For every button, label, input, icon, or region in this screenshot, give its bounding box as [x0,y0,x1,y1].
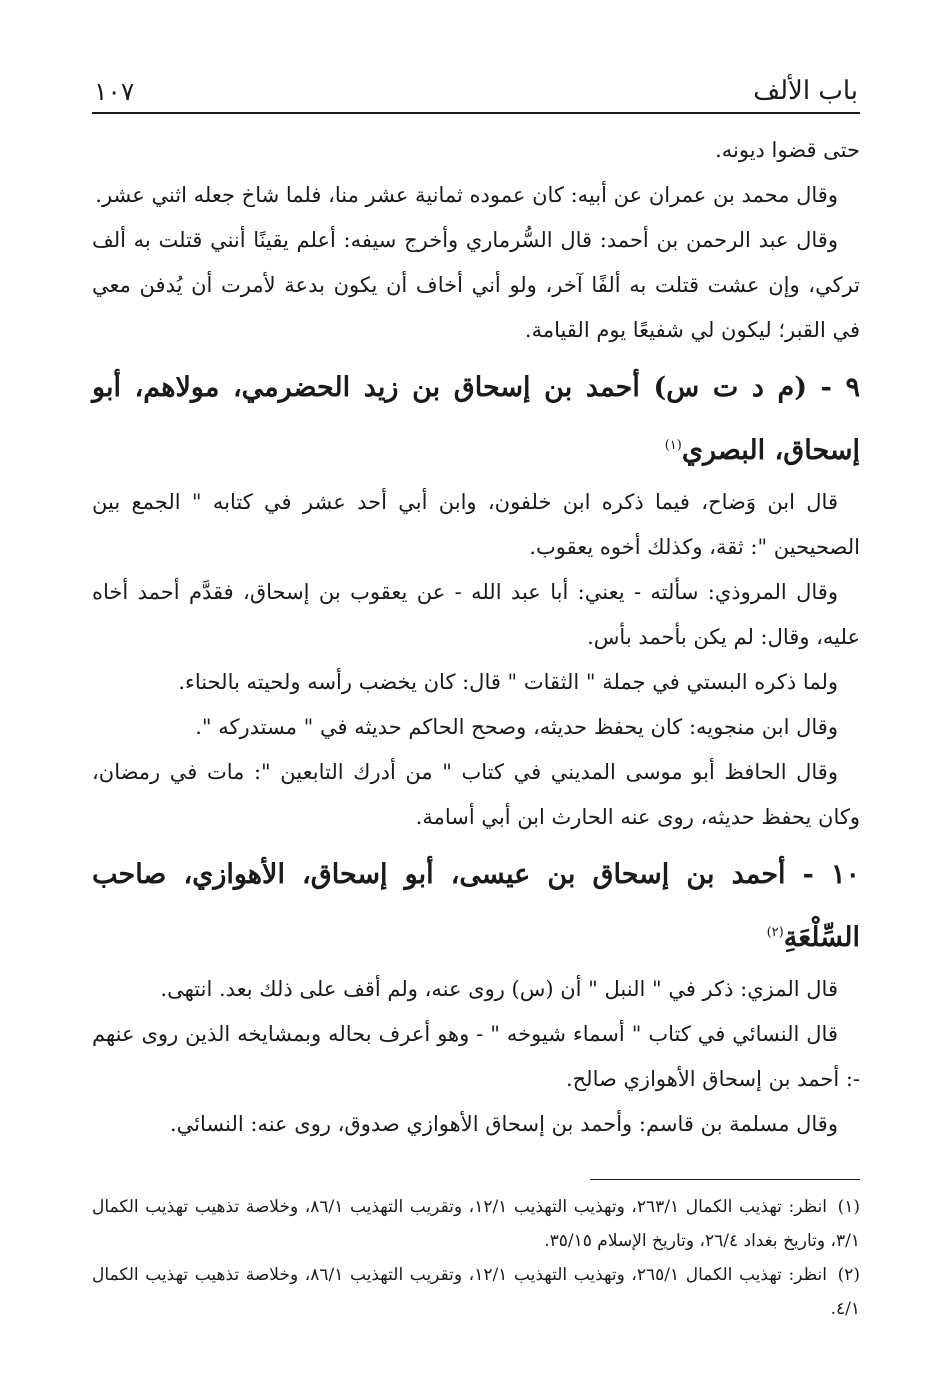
footnote [92,1258,860,1326]
running-header [92,62,860,114]
paragraph: قال النسائي في كتاب " أسماء شيوخه " - وهو أعرف بحاله وبمشايخه الذين روى عنهم -: أحمد بن إسحاق الأهوازي صالح. [92,1022,860,1091]
paragraph: قال المزي: ذكر في " النبل " أن (س) روى عنه، ولم أقف على ذلك بعد. انتهى. [160,977,838,1001]
footnote-number: (٢) [837,1265,860,1285]
footnote-marker: (١) [664,438,682,453]
main-text [92,128,860,1147]
footnote [92,1190,860,1258]
book-page [92,62,860,1326]
paragraph: وقال محمد بن عمران عن أبيه: كان عموده ثمانية عشر منا، فلما شاخ جعله اثني عشر. [95,183,838,207]
paragraph: قال ابن وَضاح، فيما ذكره ابن خلفون، وابن أبي أحد عشر في كتابه " الجمع بين الصحيحين ": ثقة، وكذلك أخوه يعقوب. [92,490,860,559]
entry-heading-9 [92,359,860,480]
paragraph: حتى قضوا ديونه. [715,138,860,162]
entry-heading-10 [92,846,860,967]
footnotes [92,1190,860,1326]
paragraph: وقال عبد الرحمن بن أحمد: قال السُّرماري وأخرج سيفه: أعلم يقينًا أنني قتلت به ألف تركي، وإن عشت قتلت به ألفًا آخر، ولو أني أخاف أن يكون بدعة لأمرت أن يُدفن معي في القبر؛ ليكون لي شفيعًا يوم القيامة. [92,228,860,342]
page-number: ١٠٧ [94,77,135,106]
paragraph: وقال الحافظ أبو موسى المديني في كتاب " من أدرك التابعين ": مات في رمضان، وكان يحفظ حديثه، روى عنه الحارث ابن أبي أسامة. [92,760,860,829]
footnote-divider [590,1179,860,1180]
entry-heading-text: ١٠ - أحمد بن إسحاق بن عيسى، أبو إسحاق، الأهوازي، صاحب السِّلْعَةِ [92,859,860,953]
footnote-marker: (٢) [766,925,784,940]
paragraph: ولما ذكره البستي في جملة " الثقات " قال: كان يخضب رأسه ولحيته بالحناء. [178,670,838,694]
footnote-text: انظر: تهذيب الكمال ٢٦٥/١، وتهذيب التهذيب ١٢/١، وتقريب التهذيب ٨٦/١، وخلاصة تذهيب تهذيب الكمال ٤/١. [92,1265,860,1319]
chapter-title: باب الألف [753,76,858,106]
entry-heading-text: ٩ - (م د ت س) أحمد بن إسحاق بن زيد الحضرمي، مولاهم، أبو إسحاق، البصري [92,372,860,466]
paragraph: وقال ابن منجويه: كان يحفظ حديثه، وصحح الحاكم حديثه في " مستدركه ". [195,715,838,739]
paragraph: وقال مسلمة بن قاسم: وأحمد بن إسحاق الأهوازي صدوق، روى عنه: النسائي. [169,1112,838,1136]
footnote-number: (١) [837,1197,860,1217]
footnote-text: انظر: تهذيب الكمال ٢٦٣/١، وتهذيب التهذيب ١٢/١، وتقريب التهذيب ٨٦/١، وخلاصة تذهيب تهذيب الكمال ٣/١، وتاريخ بغداد ٢٦/٤، وتاريخ الإسلام ٣٥/١٥. [92,1197,860,1251]
paragraph: وقال المروذي: سألته - يعني: أبا عبد الله - عن يعقوب بن إسحاق، فقدَّم أحمد أخاه عليه، وقال: لم يكن بأحمد بأس. [92,580,860,649]
